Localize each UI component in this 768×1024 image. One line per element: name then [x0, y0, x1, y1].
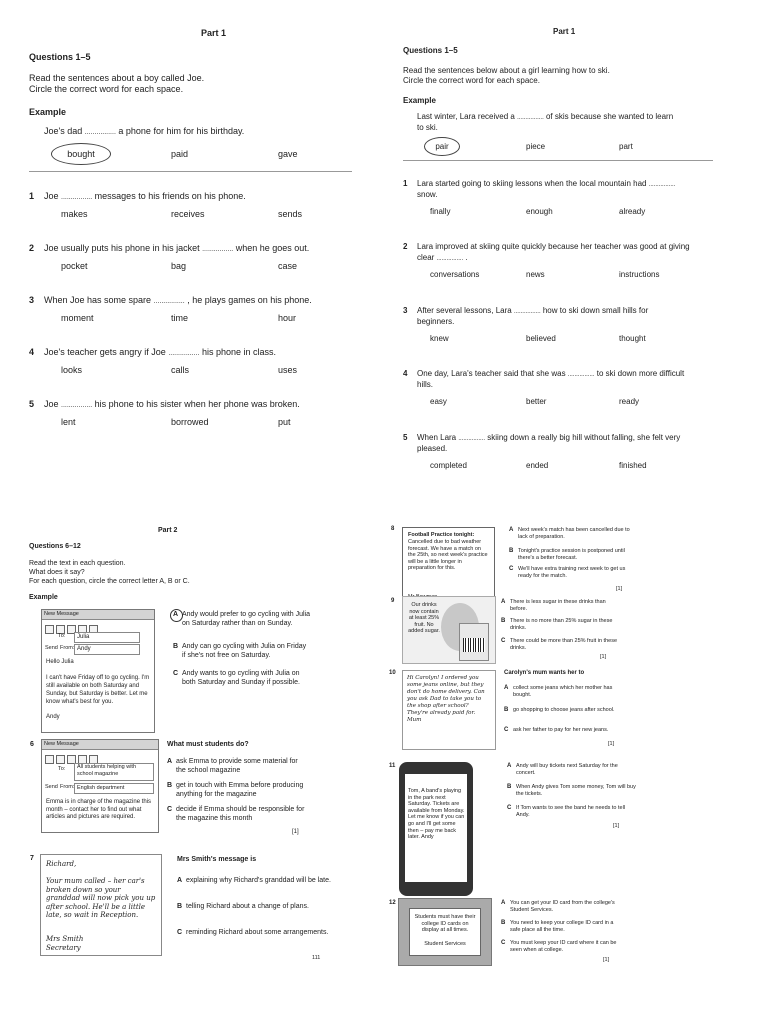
- answer-option[interactable]: lent: [61, 417, 76, 427]
- mail-icon[interactable]: [45, 755, 54, 764]
- noticeboard-image: [398, 898, 492, 966]
- answer-blank: ................: [202, 246, 234, 253]
- notice-signature: Student Services: [424, 941, 466, 947]
- option-letter[interactable]: A: [501, 599, 506, 605]
- answer-option[interactable]: finally: [430, 207, 451, 216]
- option-letter[interactable]: A: [504, 685, 509, 691]
- question-number: 2: [403, 242, 408, 251]
- example-answer-circled: bought: [51, 143, 111, 165]
- handwritten-note: [40, 854, 162, 956]
- option-text: We'll have extra training next week to get us ready for the match.: [518, 566, 626, 579]
- option-text: collect some jeans which her mother has bought.: [513, 685, 613, 698]
- option-text: There is no more than 25% sugar in these drinks.: [510, 618, 613, 631]
- answer-option[interactable]: hour: [278, 313, 297, 323]
- option-letter[interactable]: B: [173, 643, 179, 650]
- question-sentence: [44, 243, 354, 253]
- question-sentence: [417, 380, 717, 389]
- answer-option[interactable]: looks: [61, 365, 83, 375]
- sentence-part: , he plays games on his phone.: [187, 295, 312, 305]
- question-number: 3: [403, 306, 408, 315]
- answer-option[interactable]: knew: [430, 334, 449, 343]
- question-number: 9: [391, 598, 395, 604]
- option-letter[interactable]: B: [509, 548, 514, 554]
- email-window: [41, 609, 155, 733]
- barcode-icon: [463, 638, 485, 652]
- page-footer: 111: [312, 955, 321, 961]
- answer-blank: ................: [153, 298, 185, 305]
- notice-body: Cancelled due to bad weather forecast. We have a match on the 25th, so next week's practice will be a little longer in preparation for this.: [408, 539, 488, 571]
- mark: [1]: [600, 654, 607, 660]
- question-sentence: [417, 190, 717, 199]
- from-field[interactable]: Andy: [74, 644, 140, 655]
- option-letter[interactable]: A: [501, 900, 506, 906]
- option-letter[interactable]: C: [501, 940, 506, 946]
- notice-title: Football Practice tonight:: [408, 532, 475, 538]
- option-letter[interactable]: B: [504, 707, 509, 713]
- answer-blank: ................: [61, 194, 93, 201]
- option-text: Tonight's practice session is postponed until there's a better forecast.: [518, 548, 625, 561]
- from-label: From:: [60, 645, 75, 651]
- answer-option[interactable]: easy: [430, 397, 447, 406]
- answer-option[interactable]: uses: [278, 365, 298, 375]
- option-letter[interactable]: C: [173, 670, 179, 677]
- mark: [1]: [292, 829, 299, 835]
- email-titlebar: New Message: [42, 610, 154, 620]
- question-sentence: [417, 306, 717, 315]
- questions-heading: Questions 1–5: [29, 52, 91, 62]
- option-letter[interactable]: A: [507, 763, 512, 769]
- answer-option[interactable]: moment: [61, 313, 94, 323]
- notice-text: Students must have their college ID cards on display at all times.: [414, 914, 476, 933]
- question-number: 11: [389, 763, 396, 769]
- question-prompt: Carolyn's mum wants her to: [504, 670, 585, 676]
- answer-option[interactable]: receives: [171, 209, 205, 219]
- option-text: reminding Richard about some arrangements.: [186, 929, 329, 936]
- option-text: You can get your ID card from the college's Student Services.: [510, 900, 615, 913]
- intro-line: Read the sentences below about a girl learning how to ski.: [403, 66, 610, 75]
- example-option: gave: [278, 149, 298, 159]
- email-body: I can't have Friday off to go cycling. I'm still available on both Saturday and Sunday, but Saturday is better. Let me know what's best for you.: [46, 675, 150, 705]
- email-greeting: Hello Julia: [46, 659, 74, 665]
- sentence-part: snow.: [417, 190, 438, 199]
- option-text: go shopping to choose jeans after school.: [513, 707, 615, 713]
- option-text: Andy can go cycling with Julia on Friday if she's not free on Saturday.: [182, 643, 307, 659]
- answer-blank: ................: [458, 436, 486, 442]
- sentence-part: One day, Lara's teacher said that she was: [417, 369, 566, 378]
- mark: [1]: [603, 957, 610, 963]
- note-signature: Mrs Smith: [46, 935, 84, 943]
- option-text: There could be more than 25% fruit in these drinks.: [510, 638, 618, 651]
- option-text: Andy will buy tickets next Saturday for the concert.: [516, 763, 618, 776]
- sentence-part: his phone in class.: [201, 347, 276, 357]
- part-title: Part 2: [158, 527, 178, 534]
- note-role: Secretary: [46, 944, 81, 952]
- carton-icon: [459, 623, 489, 661]
- sentence-part: skiing down a really big hill without falling, she felt very: [487, 433, 681, 442]
- option-letter[interactable]: C: [501, 638, 506, 644]
- email-toolbar: [42, 750, 158, 763]
- note-greeting: Richard,: [46, 860, 77, 868]
- email-body: Emma is in charge of the magazine this month – contact her to find out what articles and pictures are required.: [46, 799, 152, 820]
- answer-option[interactable]: borrowed: [171, 417, 209, 427]
- intro-line: Read the sentences about a boy called Joe.: [29, 73, 205, 83]
- sentence-part: when he goes out.: [235, 243, 310, 253]
- question-number: 10: [389, 670, 396, 676]
- drink-carton-image: [402, 596, 496, 664]
- example-sentence: Last winter, Lara received a ................ of skis because she wanted to learn: [417, 112, 674, 121]
- option-letter[interactable]: B: [177, 903, 183, 910]
- example-option: part: [619, 142, 633, 151]
- sentence-part: Joe usually puts his phone in his jacket: [44, 243, 200, 253]
- answer-option[interactable]: calls: [171, 365, 190, 375]
- sentence-part: Lara improved at skiing quite quickly because her teacher was good at giving: [417, 242, 690, 251]
- to-field[interactable]: All students helping with school magazine: [74, 763, 154, 781]
- question-sentence: [417, 444, 717, 453]
- intro-line: Circle the correct word for each space.: [403, 76, 540, 85]
- question-sentence: [417, 179, 717, 188]
- option-text: decide if Emma should be responsible for the magazine this month: [176, 806, 305, 822]
- sentence-part: After several lessons, Lara: [417, 306, 512, 315]
- answer-blank: ................: [61, 402, 93, 409]
- question-sentence: [417, 369, 717, 378]
- option-text: When Andy gives Tom some money, Tom will buy the tickets.: [516, 784, 636, 797]
- answer-option[interactable]: thought: [619, 334, 646, 343]
- drink-label: Our drinks now contain at least 25% fruit. No added sugar.: [408, 602, 440, 634]
- send-button[interactable]: Send: [45, 645, 58, 651]
- to-label: To:: [58, 766, 66, 772]
- mark: [1]: [608, 741, 615, 747]
- question-number: 3: [29, 295, 35, 305]
- question-number: 4: [403, 369, 408, 378]
- example-label: Example: [29, 107, 67, 117]
- question-sentence: [44, 295, 354, 305]
- option-letter[interactable]: B: [501, 618, 506, 624]
- option-letter[interactable]: A: [173, 611, 179, 618]
- answer-option[interactable]: instructions: [619, 270, 660, 279]
- question-prompt: What must students do?: [167, 741, 249, 748]
- option-letter[interactable]: C: [504, 727, 509, 733]
- option-text: There is less sugar in these drinks than before.: [510, 599, 606, 612]
- sentence-part: Joe: [44, 399, 59, 409]
- answer-option[interactable]: finished: [619, 461, 647, 470]
- phone-image: [399, 762, 473, 896]
- question-number: 2: [29, 243, 35, 253]
- answer-option[interactable]: put: [278, 417, 291, 427]
- question-sentence: [44, 347, 354, 357]
- intro-line: Circle the correct word for each space.: [29, 84, 184, 94]
- handwritten-note: [402, 670, 496, 750]
- to-label: To:: [58, 633, 66, 639]
- option-letter[interactable]: A: [177, 877, 183, 884]
- example-sentence: Joe's dad ................ a phone for him for his birthday.: [44, 126, 245, 136]
- answer-option[interactable]: time: [171, 313, 189, 323]
- answer-blank: ................: [648, 182, 676, 188]
- sentence-part: messages to his friends on his phone.: [94, 191, 246, 201]
- answer-option[interactable]: makes: [61, 209, 88, 219]
- sentence-part: Joe's teacher gets angry if Joe: [44, 347, 166, 357]
- question-prompt: Mrs Smith's message is: [177, 856, 257, 863]
- notice-paper: [409, 908, 481, 956]
- question-number: 5: [403, 433, 408, 442]
- phone-message: Tom, A band's playing in the park next Saturday. Tickets are available from Monday. Let me know if you can go and I'll get some then – pay me back later. Andy: [408, 788, 465, 841]
- answer-option[interactable]: ready: [619, 397, 640, 406]
- email-titlebar: New Message: [42, 740, 158, 750]
- question-number: 7: [30, 855, 34, 862]
- option-letter[interactable]: C: [507, 805, 512, 811]
- question-number: 4: [29, 347, 35, 357]
- question-number: 12: [389, 900, 396, 906]
- sentence-part: pleased.: [417, 444, 448, 453]
- sentence-part: his phone to his sister when her phone was broken.: [94, 399, 300, 409]
- option-letter[interactable]: C: [177, 929, 183, 936]
- answer-blank: ................: [567, 372, 595, 378]
- answer-option[interactable]: enough: [526, 207, 553, 216]
- email-window: [41, 739, 159, 833]
- option-text: Andy wants to go cycling with Julia on both Saturday and Sunday if possible.: [182, 670, 300, 686]
- example-label: Example: [29, 594, 58, 601]
- from-label: From:: [60, 784, 75, 790]
- option-letter[interactable]: B: [167, 782, 173, 789]
- answer-option[interactable]: sends: [278, 209, 303, 219]
- mark: [1]: [613, 823, 620, 829]
- option-letter[interactable]: B: [507, 784, 512, 790]
- intro-line: Read the text in each question.: [29, 560, 126, 567]
- option-text: ask Emma to provide some material for the school magazine: [176, 758, 298, 774]
- sentence-part: beginners.: [417, 317, 455, 326]
- email-signoff: Andy: [46, 714, 60, 720]
- sentence-part: hills.: [417, 380, 434, 389]
- question-number: 8: [391, 526, 395, 532]
- divider: [29, 171, 352, 172]
- answer-option[interactable]: already: [619, 207, 646, 216]
- answer-option[interactable]: case: [278, 261, 298, 271]
- mail-icon[interactable]: [45, 625, 54, 634]
- answer-option[interactable]: believed: [526, 334, 556, 343]
- question-sentence: [44, 191, 354, 201]
- to-field[interactable]: Julia: [74, 632, 140, 643]
- question-sentence: [417, 253, 717, 262]
- option-text: ask her father to pay for her new jeans.: [513, 727, 609, 733]
- sentence-part: When Lara: [417, 433, 457, 442]
- answer-option[interactable]: news: [526, 270, 545, 279]
- answer-option[interactable]: conversations: [430, 270, 480, 279]
- question-number: 5: [29, 399, 35, 409]
- example-option: piece: [526, 142, 546, 151]
- send-button[interactable]: Send: [45, 784, 58, 790]
- mark: [1]: [616, 586, 623, 592]
- option-text: telling Richard about a change of plans.: [186, 903, 309, 910]
- answer-option[interactable]: better: [526, 397, 547, 406]
- sentence-part: clear: [417, 253, 435, 262]
- example-option: paid: [171, 149, 189, 159]
- intro-line: For each question, circle the correct letter A, B or C.: [29, 578, 190, 585]
- sentence-part: how to ski down small hills for: [542, 306, 649, 315]
- option-letter[interactable]: A: [509, 527, 514, 533]
- question-sentence: [417, 433, 717, 442]
- example-answer-circled: pair: [424, 137, 460, 156]
- question-sentence: [44, 399, 354, 409]
- phone-screen: [405, 774, 467, 882]
- option-letter[interactable]: C: [509, 566, 514, 572]
- answer-blank: ................: [436, 256, 464, 262]
- answer-option[interactable]: completed: [430, 461, 467, 470]
- question-number: 1: [29, 191, 35, 201]
- question-number: 1: [403, 179, 408, 188]
- option-letter[interactable]: B: [501, 920, 506, 926]
- option-text: You must keep your ID card where it can be seen when at college.: [510, 940, 617, 953]
- example-label: Example: [403, 96, 436, 105]
- option-text: You need to keep your college ID card in a safe place all the time.: [510, 920, 614, 933]
- answer-option[interactable]: ended: [526, 461, 549, 470]
- from-field[interactable]: English department: [74, 783, 154, 794]
- divider: [403, 160, 713, 161]
- option-letter[interactable]: C: [167, 806, 173, 813]
- note-body: Hi Carolyn! I ordered you some jeans online, but they don't do home delivery. Can you ask Dad to take you to the shop after school? They're already paid for. Mum: [407, 675, 485, 723]
- answer-option[interactable]: pocket: [61, 261, 88, 271]
- sentence-part: Lara started going to skiing lessons when the local mountain had: [417, 179, 647, 188]
- answer-blank: ................: [168, 350, 200, 357]
- intro-line: What does it say?: [29, 569, 85, 576]
- questions-heading: Questions 6–12: [29, 543, 81, 550]
- question-sentence: [417, 242, 717, 251]
- sentence-part: Joe: [44, 191, 59, 201]
- part-title: Part 1: [201, 28, 227, 38]
- option-text: Next week's match has been cancelled due to lack of preparation.: [518, 527, 630, 540]
- option-text: Andy would prefer to go cycling with Julia on Saturday rather than on Sunday.: [182, 611, 311, 627]
- sentence-part: .: [465, 253, 468, 262]
- option-text: If Tom wants to see the band he needs to tell Andy.: [516, 805, 626, 818]
- option-text: get in touch with Emma before producing anything for the magazine: [176, 782, 304, 798]
- part-title: Part 1: [553, 27, 576, 36]
- example-sentence-end: to ski.: [417, 123, 438, 132]
- answer-option[interactable]: bag: [171, 261, 187, 271]
- sentence-part: When Joe has some spare: [44, 295, 152, 305]
- option-text: explaining why Richard's granddad will be late.: [186, 877, 331, 884]
- question-number: 6: [30, 741, 34, 748]
- cut-icon[interactable]: [56, 755, 65, 764]
- questions-heading: Questions 1–5: [403, 46, 458, 55]
- note-body: Your mum called – her car's broken down so your granddad will now pick you up after school. He'll be a little late, so wait in Reception.: [46, 877, 156, 919]
- question-sentence: [417, 317, 717, 326]
- answer-blank: ................: [513, 309, 541, 315]
- sentence-part: to ski down more difficult: [596, 369, 685, 378]
- option-letter[interactable]: A: [167, 758, 173, 765]
